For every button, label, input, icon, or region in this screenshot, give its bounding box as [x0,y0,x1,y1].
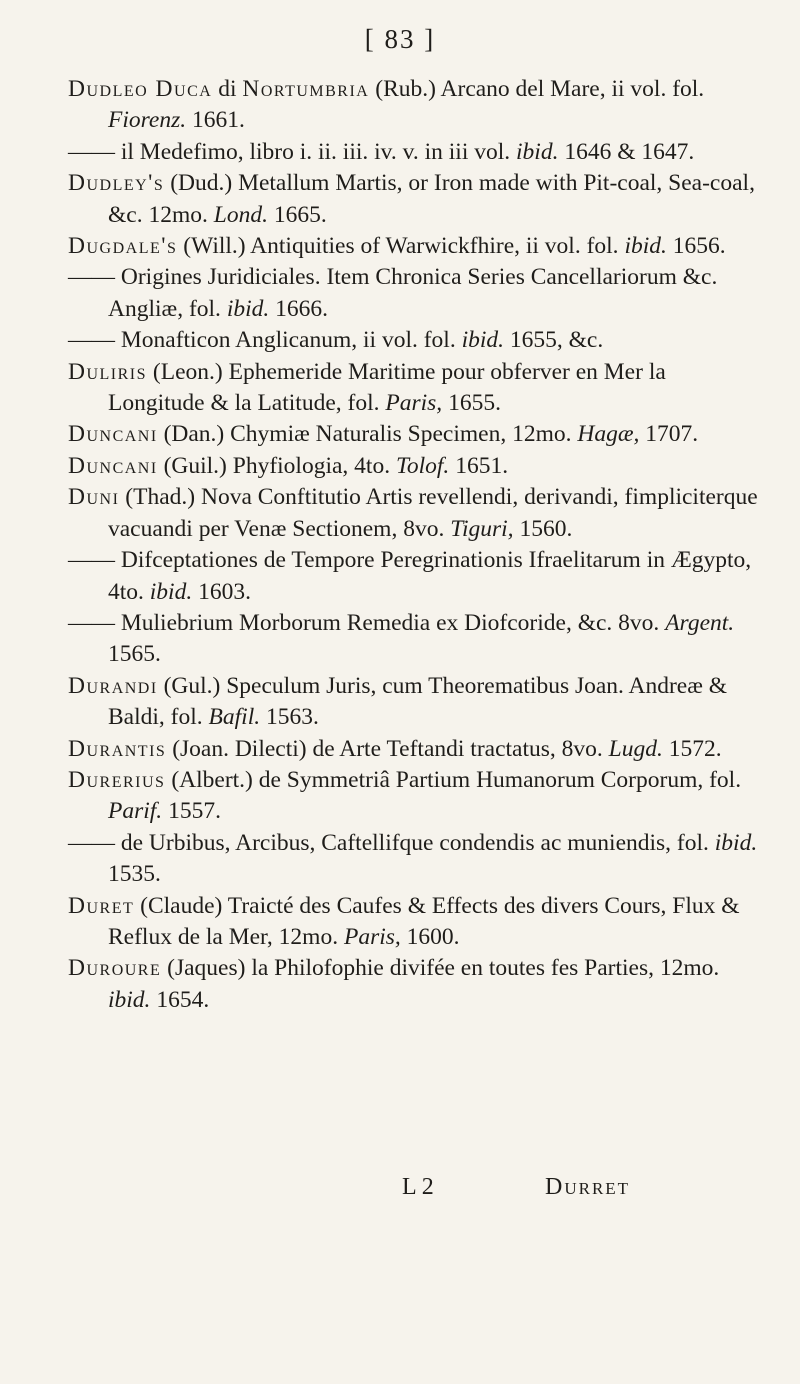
catalogue-entry: Duncani (Guil.) Phyfiologia, 4to. Tolof. 1651. [68,452,509,479]
catalogue-entry: Duni (Thad.) Nova Conftitutio Artis revellendi, derivandi, fimpliciterque vacuandi per Venæ Sectionem, 8vo. Tiguri, 1560. [68,484,758,542]
catalogue-entry: —— Muliebrium Morborum Remedia ex Diofcoride, &c. 8vo. Argent. 1565. [68,609,735,668]
catalogue-entry: —— Difceptationes de Tempore Peregrinationis Ifraelitarum in Ægypto, 4to. ibid. 1603. [68,547,752,605]
catalogue-entry: Dudley's (Dud.) Metallum Martis, or Iron made with Pit-coal, Sea-coal, &c. 12mo. Lond. 1665. [68,170,755,228]
catalogue-entry: —— Monafticon Anglicanum, ii vol. fol. ibid. 1655, &c. [68,327,604,354]
catalogue-entry: Dugdale's (Will.) Antiquities of Warwickfhire, ii vol. fol. ibid. 1656. [68,233,726,260]
catalogue-entry: Dudleo Duca di Nortumbria (Rub.) Arcano del Mare, ii vol. fol. Fiorenz. 1661. [68,76,705,134]
page-footer [0,1174,800,1208]
catalogue-entry: Durantis (Joan. Dilecti) de Arte Teftandi tractatus, 8vo. Lugd. 1572. [68,735,722,762]
catalogue-entry: Duroure (Jaques) la Philofophie divifée en toutes fes Parties, 12mo. ibid. 1654. [68,955,720,1013]
catalogue-entry: Durandi (Gul.) Speculum Juris, cum Theorematibus Joan. Andreæ & Baldi, fol. Bafil. 1563. [68,672,728,731]
page-number: [ 83 ] [364,24,436,54]
catchword: Durret [545,1174,631,1200]
catalogue-entries [68,74,758,1016]
catalogue-entry: —— Origines Juridiciales. Item Chronica Series Cancellariorum &c. Angliæ, fol. ibid. 1666. [68,264,718,322]
catalogue-entry: —— il Medefimo, libro i. ii. iii. iv. v. in iii vol. ibid. 1646 & 1647. [68,138,695,165]
catalogue-entry: Duliris (Leon.) Ephemeride Maritime pour obferver en Mer la Longitude & la Latitude, fol. Paris, 1655. [68,358,666,417]
catalogue-entry: Duret (Claude) Traicté des Caufes & Effects des divers Cours, Flux & Reflux de la Mer, 12mo. Paris, 1600. [68,892,740,950]
catalogue-entry: Durerius (Albert.) de Symmetriâ Partium Humanorum Corporum, fol. Parif. 1557. [68,766,742,825]
catalogue-entry: Duncani (Dan.) Chymiæ Naturalis Specimen, 12mo. Hagæ, 1707. [68,421,699,448]
catalogue-entry: —— de Urbibus, Arcibus, Caftellifque condendis ac muniendis, fol. ibid. 1535. [68,829,758,888]
signature-mark: L 2 [402,1174,434,1200]
